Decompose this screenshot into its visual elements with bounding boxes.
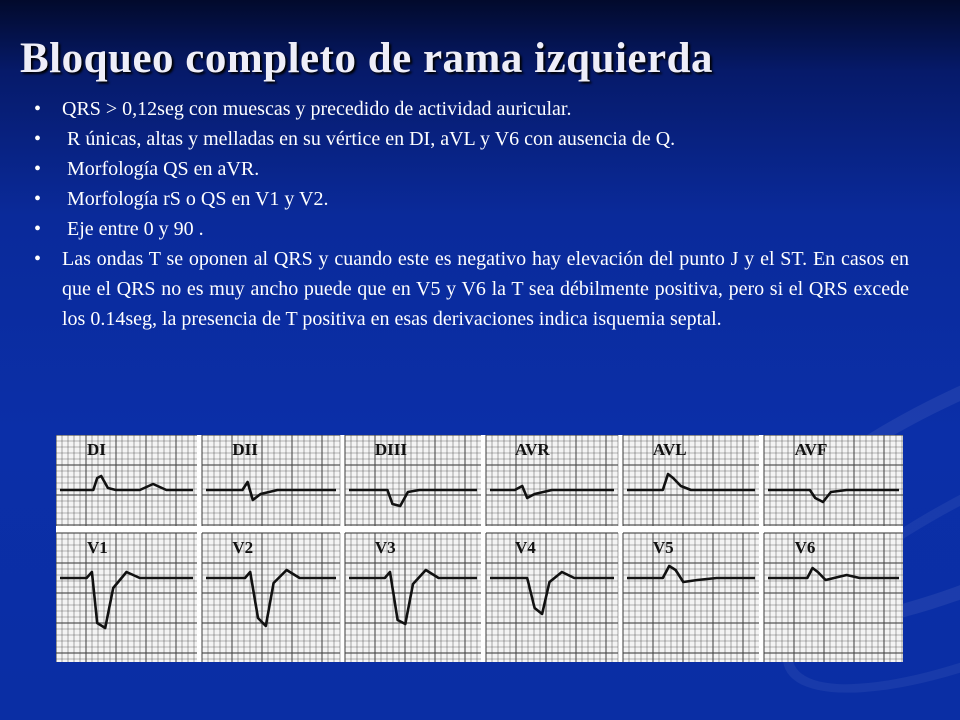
bullet-item [34,124,909,154]
bullet-item [34,244,909,334]
bullet-text: Eje entre 0 y 90 . [62,218,204,240]
ecg-figure [56,435,903,662]
bullet-text: Morfología QS en aVR. [62,158,260,180]
bullet-text: Morfología rS o QS en V1 y V2. [62,188,329,210]
ecg-lead-label: V1 [87,538,108,557]
ecg-lead-label: DIII [374,440,408,459]
slide-title: Bloqueo completo de rama izquierda [20,35,714,82]
bullet-item [34,184,909,214]
bullet-item [34,154,909,184]
ecg-lead-panel [56,533,197,662]
bullet-text: R únicas, altas y melladas en su vértice en DI, aVL y V6 con ausencia de Q. [62,128,676,150]
ecg-lead-label: V4 [515,538,536,557]
bullet-marker: • [34,98,42,120]
ecg-panel-background [345,435,481,526]
ecg-panel-background [623,435,759,526]
bullet-marker: • [34,218,42,240]
ecg-lead-panel [623,435,759,526]
ecg-lead-panel [764,435,903,526]
ecg-lead-label: DII [232,440,258,459]
bullet-text: QRS > 0,12seg con muescas y precedido de actividad auricular. [62,98,572,120]
bullet-item [34,94,909,124]
ecg-lead-label: AVF [794,440,828,459]
ecg-lead-label: V3 [374,538,396,557]
ecg-lead-panel [345,533,481,662]
ecg-image [56,435,903,662]
ecg-lead-label: AVR [515,440,550,459]
bullet-marker: • [34,188,42,210]
ecg-panel-background [764,435,903,526]
ecg-lead-panel [486,435,618,526]
ecg-lead-label: V2 [232,538,254,557]
ecg-panel-background [202,435,340,526]
ecg-lead-panel [56,435,197,526]
ecg-lead-label: V6 [794,538,816,557]
bullet-marker: • [34,248,42,270]
bullet-text: Las ondas T se oponen al QRS y cuando este es negativo hay elevación del punto J y el ST. En casos en que el QRS no es muy ancho puede que en V5 y V6 la T sea débilmente positiva, pero si el QRS excede los 0.14seg, la presencia de T positiva en esas derivaciones indica isquemia septal. [62,248,909,330]
bullet-marker: • [34,158,42,180]
ecg-lead-label: DI [87,440,106,459]
bullet-list [34,94,909,334]
ecg-panel-background [764,533,903,662]
ecg-lead-panel [486,533,618,662]
bullet-marker: • [34,128,42,150]
ecg-lead-panel [764,533,903,662]
ecg-lead-label: AVL [652,440,687,459]
ecg-lead-label: V5 [652,538,674,557]
ecg-lead-panel [345,435,481,526]
bullet-item [34,214,909,244]
ecg-panel-background [623,533,759,662]
ecg-lead-panel [202,435,340,526]
ecg-lead-panel [202,533,340,662]
ecg-panel-background [345,533,481,662]
ecg-lead-panel [623,533,759,662]
